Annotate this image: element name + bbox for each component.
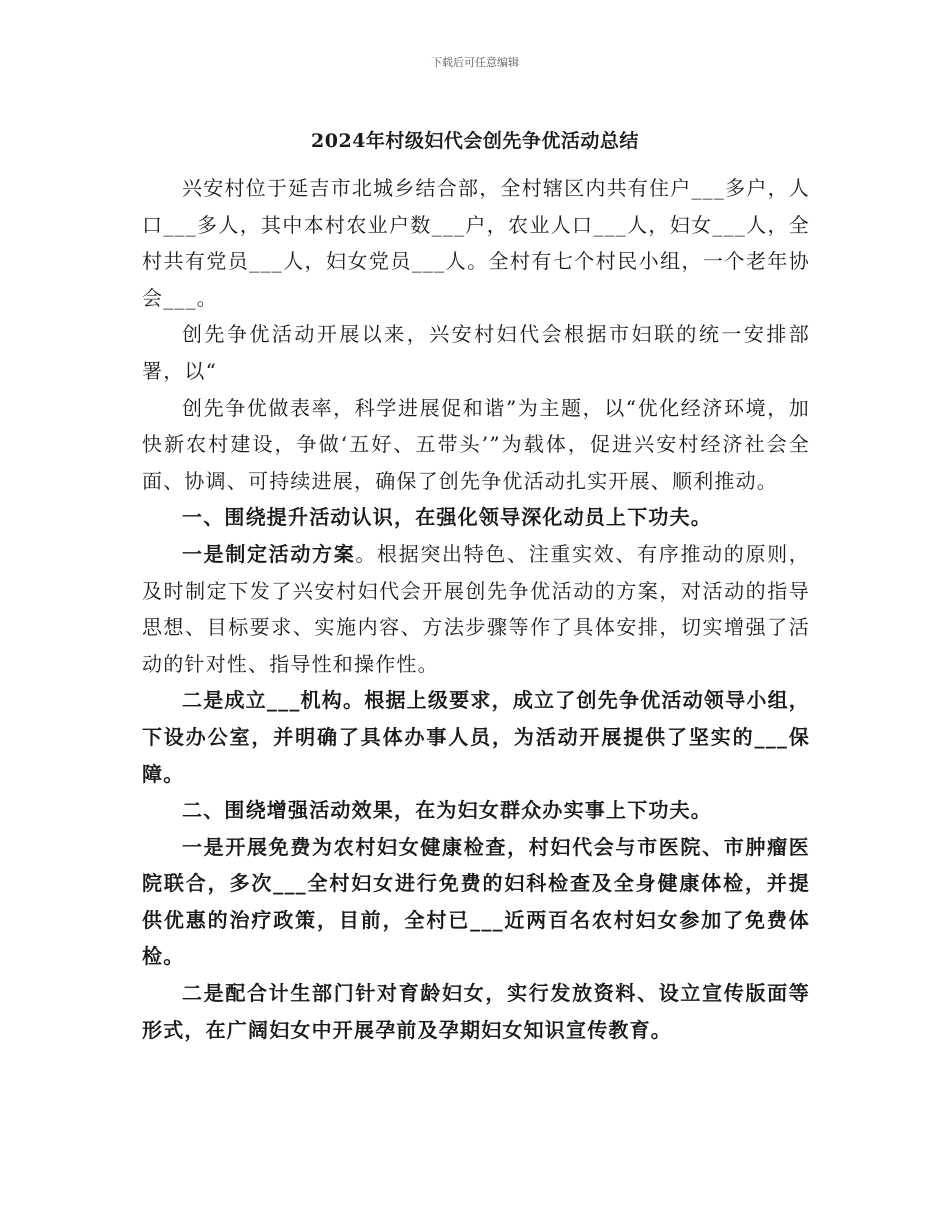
document-body	[142, 170, 810, 1048]
paragraph-intro: 兴安村位于延吉市北城乡结合部，全村辖区内共有住户___多户，人口___多人，其中本村农业户数___户，农业人口___人，妇女___人，全村共有党员___人，妇女党员___人。全村有七个村民小组，一个老年协会___。	[142, 176, 810, 310]
section-heading-2: 二、围绕增强活动效果，在为妇女群众办实事上下功夫。	[182, 798, 712, 823]
paragraph-activity-start: 创先争优活动开展以来，兴安村妇代会根据市妇联的统一安排部署，以“	[142, 322, 810, 383]
paragraph-plan	[142, 536, 810, 682]
paragraph-health-check: 一是开展免费为农村妇女健康检查，村妇代会与市医院、市肿瘤医院联合，多次___全村妇女进行免费的妇科检查及全身健康体检，并提供优惠的治疗政策，目前，全村已___近两百名农村妇女参加了免费体检。	[142, 834, 810, 969]
paragraph-plan-text: 。根据突出特色、注重实效、有序推动的原则，及时制定下发了兴安村妇代会开展创先争优活动的方案，对活动的指导思想、目标要求、实施内容、方法步骤等作了具体安排，切实增强了活动的针对性、指导性和操作性。	[142, 541, 810, 676]
paragraph-plan-lead: 一是制定活动方案	[182, 541, 356, 566]
paragraph-theme: 创先争优做表率，科学进展促和谐”为主题，以“优化经济环境，加快新农村建设，争做‘五好、五带头’”为载体，促进兴安村经济社会全面、协调、可持续进展，确保了创先争优活动扎实开展、顺利推动。	[142, 395, 810, 493]
header-note: 下载后可任意编辑	[431, 56, 519, 69]
paragraph-organization: 二是成立___机构。根据上级要求，成立了创先争优活动领导小组，下设办公室，并明确了具体办事人员，为活动开展提供了坚实的___保障。	[142, 688, 810, 786]
paragraph-education: 二是配合计生部门针对育龄妇女，实行发放资料、设立宣传版面等形式，在广阔妇女中开展孕前及孕期妇女知识宣传教育。	[142, 981, 810, 1042]
section-heading-1: 一、围绕提升活动认识，在强化领导深化动员上下功夫。	[182, 505, 712, 530]
document-title: 2024年村级妇代会创先争优活动总结	[311, 130, 639, 152]
